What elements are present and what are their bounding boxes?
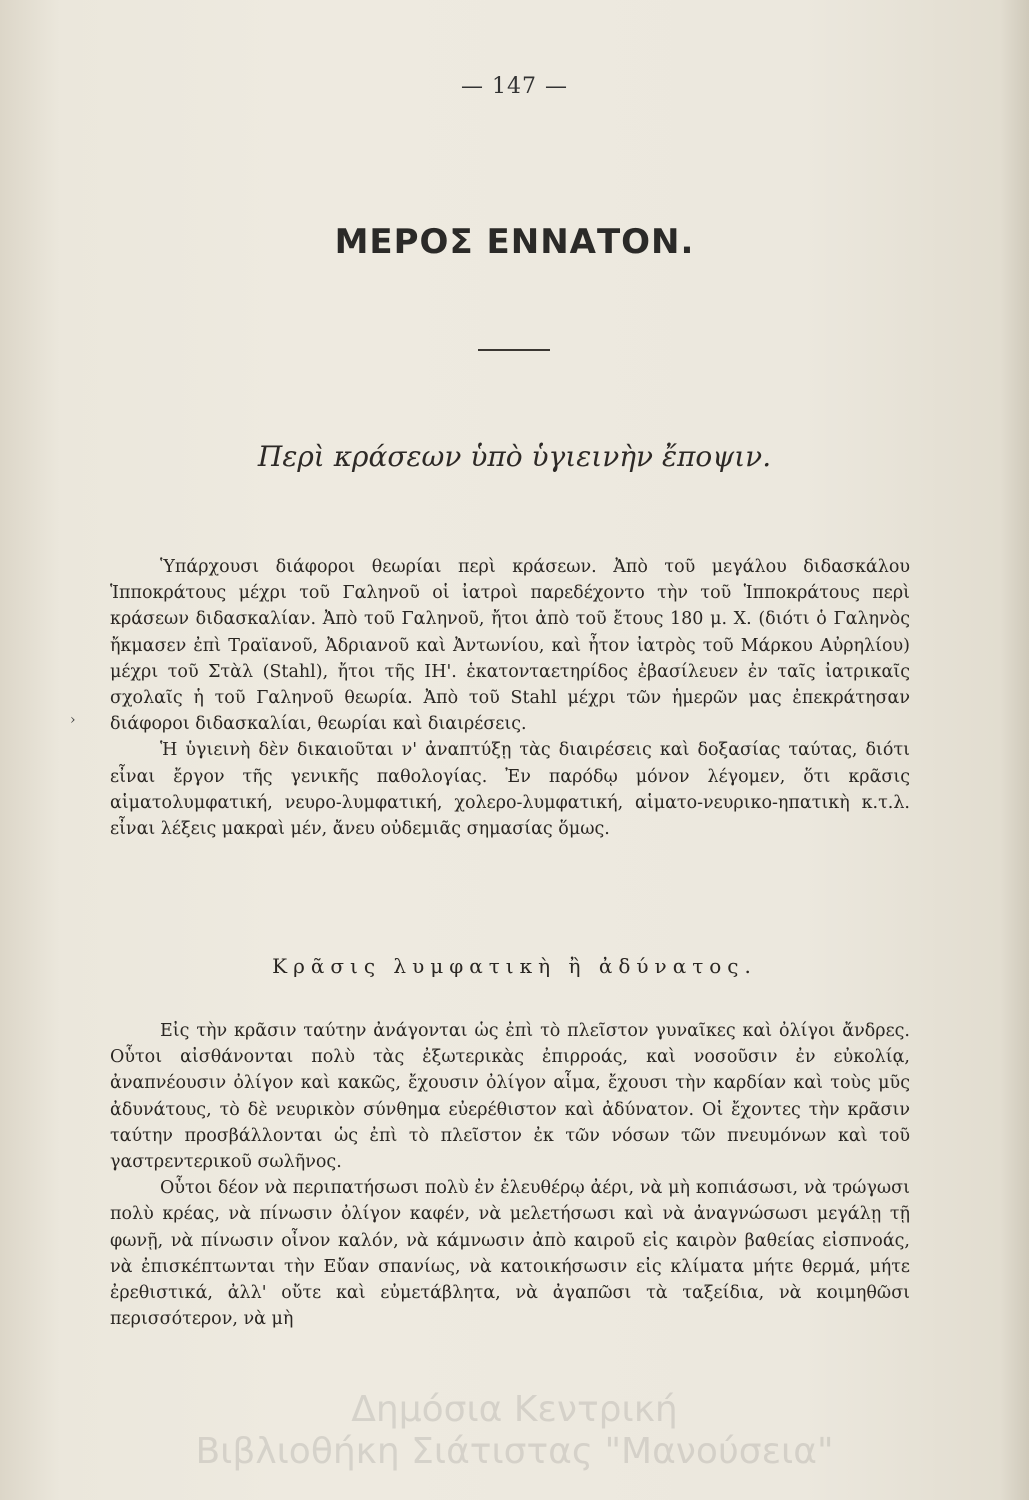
text-block-lymphatic	[110, 1018, 910, 1332]
paragraph-theories: Ὑπάρχουσι διάφοροι θεωρίαι περὶ κράσεων. Ἀπὸ τοῦ μεγάλου διδασκάλου Ἱπποκράτους μέχρι τοῦ Γαληνοῦ οἱ ἰατροὶ παρεδέχοντο τὴν τοῦ Ἱπποκράτους περὶ κράσεων διδασκαλίαν. Ἀπὸ τοῦ Γαληνοῦ, ἤτοι ἀπὸ τοῦ ἔτους 180 μ. Χ. (διότι ὁ Γαληνὸς ἤκμασεν ἐπὶ Τραϊανοῦ, Ἀδριανοῦ καὶ Ἀντωνίου, καὶ ἦτον ἰατρὸς τοῦ Μάρκου Αὐρηλίου) μέχρι τοῦ Στὰλ (Stahl), ἤτοι τῆς ΙΗ'. ἑκατονταετηρίδος ἐβασίλευεν ἐν ταῖς ἰατρικαῖς σχολαῖς ἡ τοῦ Γαληνοῦ θεωρία. Ἀπὸ τοῦ Stahl μέχρι τῶν ἡμερῶν μας ἐπεκράτησαν διάφοροι διδασκαλίαι, θεωρίαι καὶ διαιρέσεις.	[110, 557, 910, 735]
title-rule	[478, 349, 550, 351]
chapter-subtitle: Περὶ κράσεων ὑπὸ ὑγιεινὴν ἔποψιν.	[257, 440, 772, 473]
library-watermark	[0, 1390, 1029, 1490]
section-heading: Κρᾶσις λυμφατικὴ ἢ ἀδύνατος.	[272, 954, 757, 978]
paragraph-lymphatic-advice: Οὗτοι δέον νὰ περιπατήσωσι πολὺ ἐν ἐλευθέρῳ ἀέρι, νὰ μὴ κοπιάσωσι, νὰ τρώγωσι πολὺ κρέας, νὰ πίνωσιν ὀλίγον καφέν, νὰ μελετήσωσι καὶ νὰ ἀναγνώσωσι μεγάλῃ τῇ φωνῇ, νὰ πίνωσιν οἶνον καλόν, νὰ κάμνωσιν ἀπὸ καιροῦ εἰς καιρὸν βαθείας εἰσπνοάς, νὰ ἐπισκέπτωνται τὴν Εὔαν σπανίως, νὰ κατοικήσωσιν εἰς κλίματα μήτε θερμά, μήτε ἐρεθιστικά, ἀλλ' οὔτε καὶ εὐμετάβλητα, νὰ ἀγαπῶσι τὰ ταξείδια, νὰ κοιμηθῶσι περισσότερον, νὰ μὴ	[110, 1178, 910, 1330]
watermark-line-1: Δημόσια Κεντρική	[351, 1389, 678, 1430]
watermark-line-2: Βιβλιοθήκη Σιάτιστας "Μανούσεια"	[195, 1431, 834, 1472]
text-block-intro	[110, 554, 910, 842]
part-title: ΜΕΡΟΣ ΕΝΝΑΤΟΝ.	[334, 222, 695, 262]
margin-mark: ›	[70, 712, 76, 728]
page-number: — 147 —	[461, 74, 568, 99]
paragraph-hygiene: Ἡ ὑγιεινὴ δὲν δικαιοῦται ν' ἀναπτύξῃ τὰς διαιρέσεις καὶ δοξασίας ταύτας, διότι εἶναι ἔργον τῆς γενικῆς παθολογίας. Ἐν παρόδῳ μόνον λέγομεν, ὅτι κρᾶσις αἱματολυμφατική, νευρο-λυμφατική, χολερο-λυμφατική, αἱματο-νευρικο-ηπατικὴ κ.τ.λ. εἶναι λέξεις μακραὶ μέν, ἄνευ οὐδεμιᾶς σημασίας ὅμως.	[110, 740, 910, 840]
paragraph-lymphatic-description: Εἰς τὴν κρᾶσιν ταύτην ἀνάγονται ὡς ἐπὶ τὸ πλεῖστον γυναῖκες καὶ ὀλίγοι ἄνδρες. Οὗτοι αἰσθάνονται πολὺ τὰς ἐξωτερικὰς ἐπιρροάς, καὶ νοσοῦσιν ἐν εὐκολίᾳ, ἀναπνέουσιν ὀλίγον καὶ κακῶς, ἔχουσιν ὀλίγον αἷμα, ἔχουσι τὴν καρδίαν καὶ τοὺς μῦς ἀδυνάτους, τὸ δὲ νευρικὸν σύνθημα εὐερέθιστον καὶ ἀδύνατον. Οἱ ἔχοντες τὴν κρᾶσιν ταύτην προσβάλλονται ὡς ἐπὶ τὸ πλεῖστον ἐκ τῶν νόσων τῶν πνευμόνων καὶ τοῦ γαστρεντερικοῦ σωλῆνος.	[110, 1021, 910, 1173]
